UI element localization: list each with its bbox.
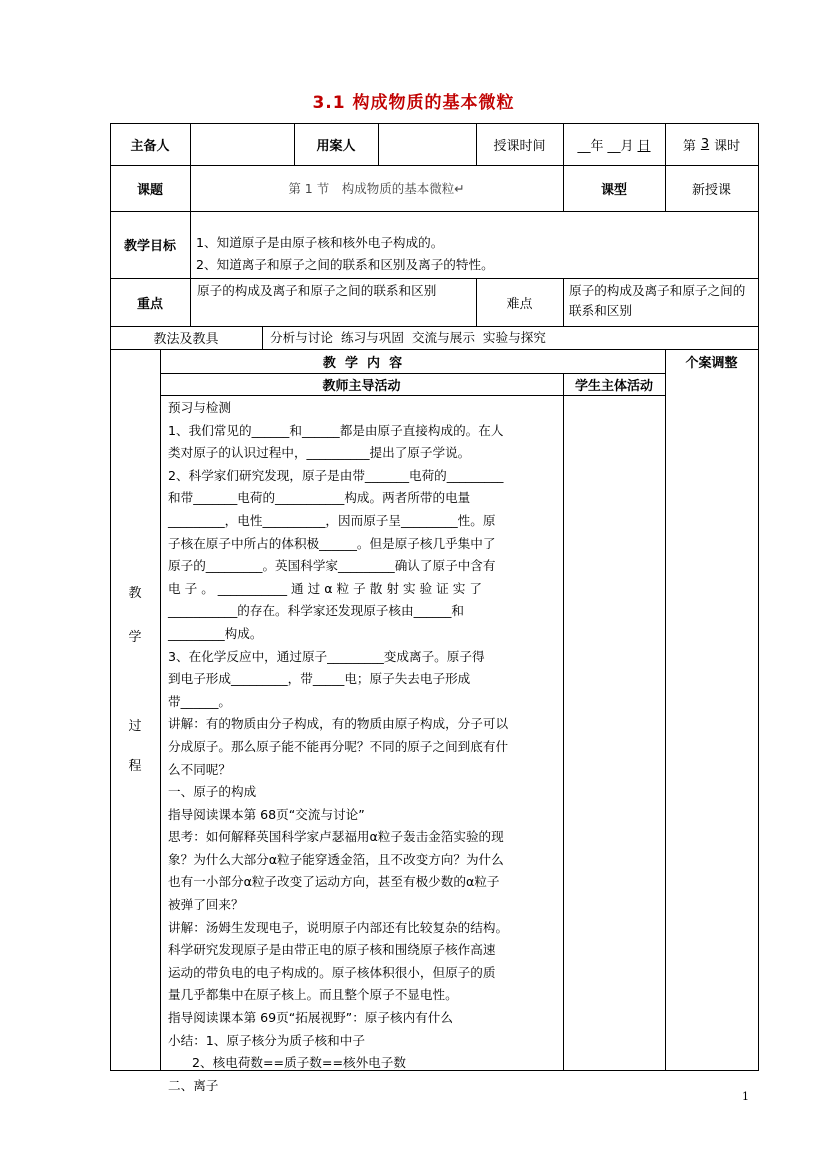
process-label-char: 教 — [128, 586, 142, 601]
page-number: 1 — [742, 1090, 749, 1103]
body-line: 指导阅读课本第 68页“交流与讨论” — [168, 806, 365, 822]
preparer-label: 主备人 — [130, 138, 170, 154]
goals-list — [196, 232, 751, 276]
body-line: 子核在原子中所占的体积极______。但是原子核几乎集中了 — [168, 535, 496, 551]
body-line: 2、核电荷数==质子数==核外电子数 — [168, 1055, 406, 1071]
body-line: 小结：1、原子核分为质子核和中子 — [168, 1032, 365, 1048]
goal-item: 2、知道离子和原子之间的联系和区别及离子的特性。 — [196, 257, 494, 272]
goal-item: 1、知道原子是由原子核和核外电子构成的。 — [196, 235, 444, 250]
focus-value: 原子的构成及离子和原子之间的联系和区别 — [197, 283, 437, 298]
table-line — [110, 278, 759, 279]
lesson-date — [563, 123, 665, 165]
content-header: 教 学 内 容 — [322, 355, 403, 371]
body-line: _________，电性__________，因而原子呈_________性。原 — [168, 512, 496, 528]
body-line: ___________的存在。科学家还发现原子核由______和 — [168, 603, 464, 619]
process-label-char: 学 — [128, 630, 142, 645]
lesson-type-label: 课型 — [600, 182, 627, 198]
body-line: 预习与检测 — [168, 400, 231, 415]
body-line: _________构成。 — [168, 625, 263, 641]
body-line: 3、在化学反应中，通过原子_________变成离子。原子得 — [168, 648, 485, 664]
table-line — [160, 395, 665, 396]
body-line: 分成原子。那么原子能不能再分呢？不同的原子之间到底有什 — [168, 738, 509, 754]
body-line: 被弹了回来？ — [168, 897, 244, 913]
body-line: 思考：如何解释英国科学家卢瑟福用α粒子轰击金箔实验的现 — [168, 829, 504, 845]
body-line: 2、科学家们研究发现，原子是由带_______电荷的_________ — [168, 467, 504, 483]
table-line — [758, 123, 759, 1070]
page-title: 3.1 构成物质的基本微粒 — [312, 93, 515, 113]
student-activity-header: 学生主体活动 — [574, 378, 653, 394]
body-line: 也有一小部分α粒子改变了运动方向，甚至有极少数的α粒子 — [168, 874, 500, 890]
body-line: 么不同呢？ — [168, 761, 231, 777]
body-line: 一、原子的构成 — [168, 784, 257, 800]
date-year: __年 — [577, 138, 604, 154]
body-line: 带______。 — [168, 693, 231, 709]
table-line — [160, 349, 161, 1070]
date-day: 日 — [637, 138, 651, 154]
body-line: 象？为什么大部分α粒子能穿透金箔，且不改变方向？为什么 — [168, 851, 504, 867]
lesson-type-value: 新授课 — [691, 182, 731, 198]
date-month: __月 — [607, 138, 634, 154]
teacher-activity-header: 教师主导活动 — [322, 378, 401, 394]
methods-label: 教法及教具 — [153, 332, 219, 347]
body-line: 讲解：汤姆生发现电子，说明原子内部还有比较复杂的结构。 — [168, 919, 509, 935]
methods-value: 分析与讨论 练习与巩固 交流与展示 实验与探究 — [270, 330, 546, 345]
user-value — [378, 123, 476, 165]
lesson-prefix: 第 — [682, 138, 696, 154]
table-line — [563, 278, 564, 326]
body-line: 量几乎都集中在原子核上。而且整个原子不显电性。 — [168, 987, 458, 1003]
time-label: 授课时间 — [493, 138, 546, 154]
process-label-char: 程 — [128, 759, 142, 774]
difficulty-value: 原子的构成及离子和原子之间的联系和区别 — [569, 283, 746, 318]
body-line: 科学研究发现原子是由带正电的原子核和围绕原子核作高速 — [168, 942, 496, 958]
lesson-number: 3 — [700, 136, 710, 152]
table-line — [563, 373, 564, 1070]
focus-label: 重点 — [136, 296, 163, 312]
lesson-suffix: 课时 — [714, 138, 741, 154]
table-line — [262, 326, 263, 349]
body-line: 电 子 。 ___________ 通 过 α 粒 子 散 射 实 验 证 实 了 — [168, 580, 482, 596]
topic-value: 第 1 节 构成物质的基本微粒↵ — [288, 181, 465, 196]
table-line — [665, 349, 666, 1070]
process-label-char: 过 — [128, 719, 142, 734]
body-line: 1、我们常见的______和______都是由原子直接构成的。在人 — [168, 422, 504, 438]
teacher-activity-body — [168, 397, 558, 1097]
topic-label: 课题 — [136, 182, 163, 198]
body-line: 类对原子的认识过程中，__________提出了原子学说。 — [168, 445, 471, 461]
body-line: 讲解：有的物质由分子构成，有的物质由原子构成，分子可以 — [168, 716, 509, 732]
user-label: 用案人 — [316, 138, 356, 154]
lesson-period — [665, 123, 758, 165]
body-line: 二、离子 — [168, 1077, 219, 1093]
body-line: 指导阅读课本第 69页“拓展视野”：原子核内有什么 — [168, 1010, 453, 1026]
difficulty-label: 难点 — [506, 296, 533, 312]
adjust-header: 个案调整 — [685, 355, 738, 371]
table-line — [110, 211, 759, 212]
body-line: 原子的_________。英国科学家_________确认了原子中含有 — [168, 558, 496, 574]
goals-label: 教学目标 — [123, 239, 176, 254]
body-line: 和带_______电荷的___________构成。两者所带的电量 — [168, 490, 471, 506]
body-line: 到电子形成_________，带_____电；原子失去电子形成 — [168, 671, 471, 687]
body-line: 运动的带负电的电子构成的。原子核体积很小，但原子的质 — [168, 964, 496, 980]
preparer-value — [190, 123, 294, 165]
